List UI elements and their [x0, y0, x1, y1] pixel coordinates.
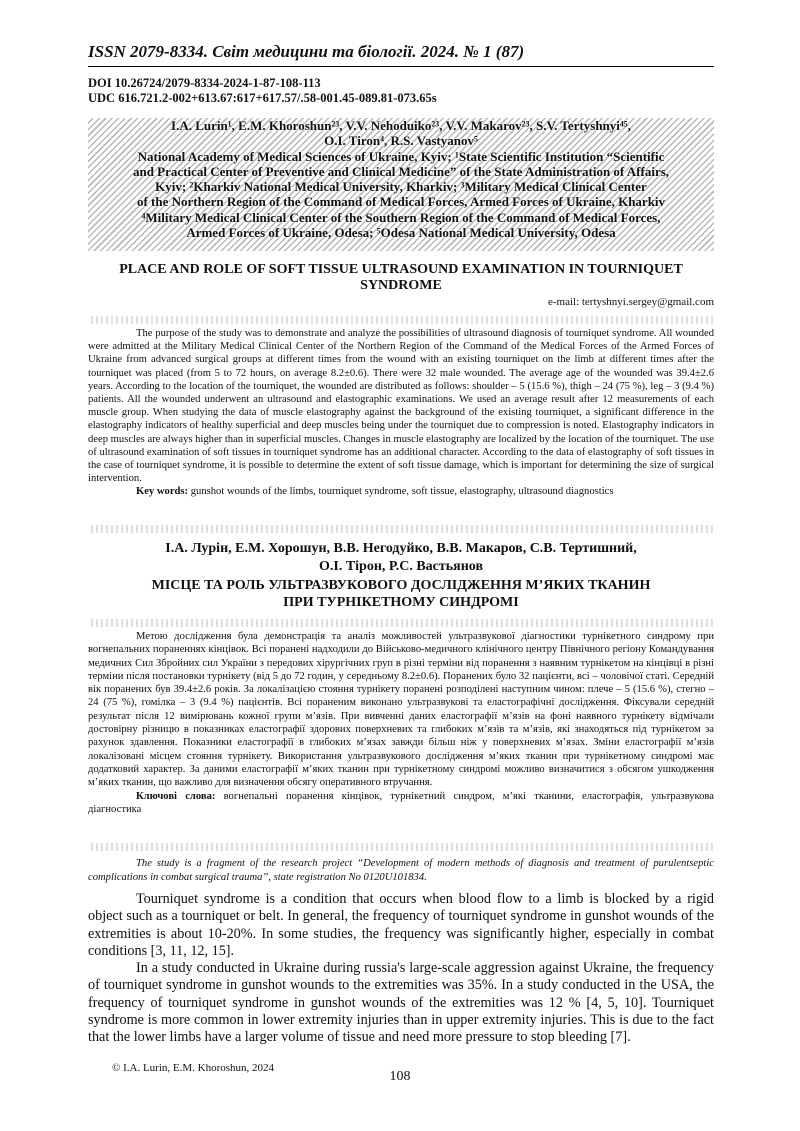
- authors-ua: [88, 540, 714, 576]
- affiliation-line-5: ⁴Military Medical Clinical Center of the Southern Region of the Command of Medical Forces,: [141, 209, 661, 225]
- copyright: © I.A. Lurin, E.M. Khoroshun, 2024: [112, 1062, 275, 1074]
- title-en-line-2: SYNDROME: [360, 278, 442, 293]
- body-paragraph-2: In a study conducted in Ukraine during russia's large-scale aggression against Ukraine, the frequency of tourniquet syndrome in gunshot wounds to the extremities was 35%. In a study conducted in the USA, the frequency of tourniquet syndrome in gunshot wounds of the extremities was 12 % [4, 5, 10]. Tourniquet syndrome is more common in lower extremity injuries than in upper extremity injuries. This is due to the fact that the lower limbs have a larger volume of tissue and need more pressure to stop bleeding [7].: [88, 960, 714, 1046]
- authors-line-2: O.I. Tiron⁴, R.S. Vastyanov⁵: [324, 133, 478, 149]
- contact-email[interactable]: e-mail: tertyshnyi.sergey@gmail.com: [547, 296, 714, 308]
- keywords-ua-label: Ключові слова:: [136, 790, 216, 802]
- divider-wave-bottom: [88, 843, 714, 851]
- body-text: [88, 891, 714, 1047]
- keywords-en-label: Key words:: [136, 486, 189, 498]
- doi-line: DOI 10.26724/2079-8334-2024-1-87-108-113: [88, 76, 321, 90]
- keywords-ua: [88, 790, 714, 817]
- title-ua-line-1: МІСЦЕ ТА РОЛЬ УЛЬТРАЗВУКОВОГО ДОСЛІДЖЕННЯ М’ЯКИХ ТКАНИН: [151, 578, 651, 593]
- keywords-en-text: gunshot wounds of the limbs, tourniquet syndrome, soft tissue, elastography, ultrasound diagnostics: [188, 486, 614, 498]
- divider-wave-top: [88, 316, 714, 324]
- article-title-ua: [88, 577, 714, 611]
- affiliation-line-6: Armed Forces of Ukraine, Odesa; ⁵Odesa National Medical University, Odesa: [186, 225, 616, 241]
- doi-block: [88, 76, 437, 106]
- title-en-line-1: PLACE AND ROLE OF SOFT TISSUE ULTRASOUND EXAMINATION IN TOURNIQUET: [119, 262, 683, 277]
- abstract-en-text: The purpose of the study was to demonstrate and analyze the possibilities of ultrasound diagnosis of tourniquet syndrome. All wounded were admitted at the Military Medical Clinical Center of the Northern Region of the Command of the Medical Forces of the Armed Forces of Ukraine from advanced surgical groups at different times from the wound with an existing tourniquet on the limb at different times after the tourniquet was placed (from 5 to 72 hours, on average 8.2±0.6). There were 32 male wounded. The average age of the wounded was 39.4±2.6 years. According to the location of the tourniquet, the wounded are distributed as follows: shoulder – 5 (15.6 %), thigh – 24 (75 %), leg – 3 (9.4 %) patients. All the wounded underwent an ultrasound and elastographic examinations. We used an average result after 12 measurements of each muscle group. When studying the data of muscle elastography against the background of the existing tourniquet, a significant difference in the elastography indicators of healthy superficial and deep muscles being under the tourniquet due to compression is noted. Elastography indicators in deep muscles are always higher than in superficial muscles. Changes in muscle elastography are localized by the location of the tourniquet. The use of ultrasound examination of soft tissues in tourniquet syndrome has an additional character. According to the data of elastography of soft tissues in the case of tourniquet syndrome, it is possible to determine the extent of soft tissue damage, which is important for determining the size of surgical intervention.: [88, 328, 714, 485]
- authors-ua-line-1: І.А. Лурін, Е.М. Хорошун, В.В. Негодуйко, В.В. Макаров, С.В. Тертишний,: [165, 541, 637, 556]
- affiliation-line-2: and Practical Center of Preventive and Clinical Medicine” of the State Administration of Affairs,: [132, 163, 670, 179]
- divider-wave-ua: [88, 619, 714, 627]
- research-note: The study is a fragment of the research project “Development of modern methods of diagnosis and treatment of purulentseptic complications in combat surgical trauma”, state registration No 0120U101834.: [88, 858, 714, 883]
- body-paragraph-1: Tourniquet syndrome is a condition that occurs when blood flow to a limb is blocked by a rigid object such as a tourniquet or belt. In general, the frequency of tourniquet syndrome in gunshot wounds of the extremities is about 10-20%. In some studies, the frequency was significantly higher, especially in combat conditions [3, 11, 12, 15].: [88, 891, 714, 959]
- udc-line: UDC 616.721.2-002+613.67:617+617.57/.58-001.45-089.81-073.65s: [88, 91, 437, 105]
- page-number: 108: [389, 1069, 411, 1084]
- abstract-ua: [88, 630, 714, 816]
- journal-header: ISSN 2079-8334. Світ медицини та біології. 2024. № 1 (87): [88, 42, 525, 61]
- keywords-en: [88, 485, 714, 498]
- affiliation-line-4: of the Northern Region of the Command of Medical Forces, Armed Forces of Ukraine, Kharkiv: [136, 194, 666, 210]
- header-rule: [88, 66, 714, 67]
- affiliation-line-1: National Academy of Medical Sciences of Ukraine, Kyiv; ¹State Scientific Institution “Scientific: [137, 148, 665, 164]
- article-title-en: [88, 262, 714, 294]
- authors-ua-line-2: О.І. Тірон, Р.С. Вастьянов: [318, 559, 483, 574]
- abstract-en: [88, 327, 714, 499]
- affiliation-line-3: Kyiv; ²Kharkiv National Medical University, Kharkiv; ³Military Medical Clinical Center: [155, 179, 647, 195]
- title-ua-line-2: ПРИ ТУРНІКЕТНОМУ СИНДРОМІ: [283, 595, 519, 610]
- divider-wave-mid: [88, 525, 714, 533]
- authors-affiliations-block: [88, 118, 714, 251]
- abstract-ua-text: Метою дослідження була демонстрація та аналіз можливостей ультразвукової діагностики турнікетного синдрому при вогнепальних пораненнях кінцівок. Всі поранені надходили до Військово-медичного клінічного центру Північного регіону Командування медичних Сил Збройних сил України з передових хірургічних груп в різні терміни від поранення з наявним турнікетом на кінцівці в різні терміни після постановки турнікету (від 5 до 72 годин, у середньому 8.2±0.6). Поранених було 32 пацієнти, всі – чоловічої статі. Середній вік поранених був 39.4±2.6 років. За локалізацією стояння турнікету поранені розподілені наступним чином: плече – 5 (15.6 %), стегно – 24 (75 %), гомілка – 3 (9.4 %) пацієнтів. Всі пораненим виконано ультразвукові та еластографічні дослідження. Фіксували середній результат після 12 вимірювань кожної групи м’язів. При вивченні даних еластографії м’язів на фоні наявного турнікету відмічали достовірну різницю в показниках еластографії здорових поверхневих та глибоких м’язів та м’язів, які знаходяться під турнікетом за рахунок здавлення. Показники еластографії в глибоких м’язах завжди більш ніж у поверхневих м’язах. Зміни еластографії м’язів локалізовані місцем стояння турнікету. Використання ультразвукового дослідження м’яких тканин при турнікетному синдромі має додатковий характер. За даними еластографії м’яких тканин при турнікетному синдромі можливо визначитися з обсягом ушкодження м’яких тканин, що важливо для визначення обсягу оперативного втручання.: [88, 631, 714, 789]
- authors-line-1: I.A. Lurin¹, E.M. Khoroshun²³, V.V. Nehoduiko²³, V.V. Makarov²³, S.V. Tertyshnyi⁴⁵,: [171, 118, 631, 133]
- keywords-ua-text: вогнепальні поранення кінцівок, турнікетний синдром, м’які тканини, еластографія, ультразвукова діагностика: [88, 790, 714, 815]
